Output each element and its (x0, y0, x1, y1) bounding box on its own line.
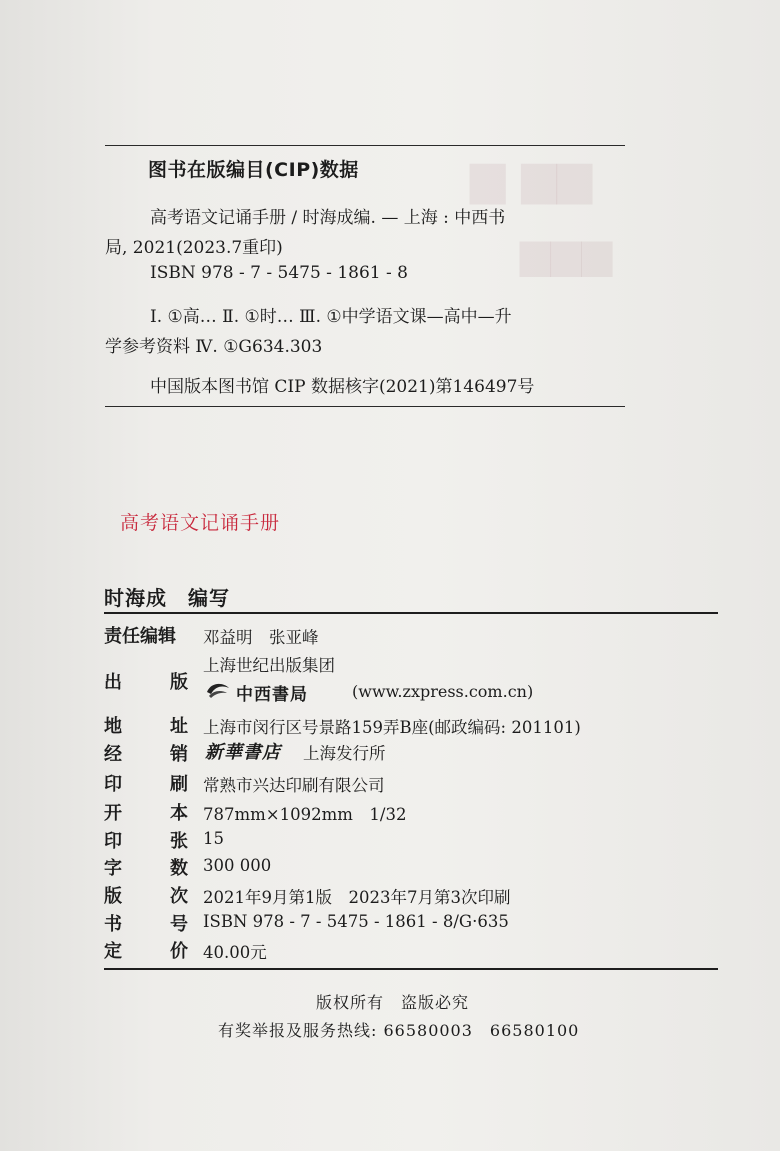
cip-title: 图书在版编目(CIP)数据 (148, 159, 359, 181)
cip-classification-1: Ⅰ. ①高… Ⅱ. ①时… Ⅲ. ①中学语文课—高中—升 (150, 307, 512, 327)
bleed-through-decoration: ▆ ▆▆ (470, 150, 593, 204)
detail-value-editor: 邓益明 张亚峰 (203, 628, 319, 647)
detail-label-edition: 版 次 (104, 886, 188, 907)
detail-label-editor: 责任编辑 (104, 626, 176, 647)
detail-value-printer: 常熟市兴达印刷有限公司 (203, 776, 385, 795)
detail-value-format: 787mm×1092mm 1/32 (203, 805, 407, 824)
copyright-notice: 版权所有 盗版必究 (316, 993, 470, 1012)
bleed-through-decoration: ▆▆▆ (520, 230, 613, 277)
zhongxi-logo-icon (205, 680, 231, 700)
author-line: 时海成 编写 (104, 586, 230, 610)
zhongxi-publisher-logo: 中西書局 (236, 685, 308, 705)
detail-label-format: 开 本 (104, 803, 188, 824)
cip-line-2: 局, 2021(2023.7重印) (105, 238, 283, 258)
cip-isbn: ISBN 978 - 7 - 5475 - 1861 - 8 (150, 263, 408, 283)
detail-value-sheets: 15 (203, 829, 224, 848)
detail-label-address: 地 址 (104, 716, 188, 737)
xinhua-bookstore-logo: 新華書店 (205, 742, 281, 763)
author-rule (104, 612, 718, 614)
detail-value-book-number: ISBN 978 - 7 - 5475 - 1861 - 8/G·635 (203, 912, 509, 931)
cip-line-1: 高考语文记诵手册 / 时海成编. — 上海 : 中西书 (150, 208, 506, 228)
detail-label-price: 定 价 (104, 941, 188, 962)
cip-library-number: 中国版本图书馆 CIP 数据核字(2021)第146497号 (150, 377, 535, 397)
detail-label-book-number: 书 号 (104, 914, 188, 935)
report-hotline: 有奖举报及服务热线: 66580003 66580100 (218, 1021, 580, 1040)
publisher-url: (www.zxpress.com.cn) (352, 682, 534, 701)
detail-value-distributor: 上海发行所 (303, 744, 386, 763)
book-title: 高考语文记诵手册 (120, 512, 281, 534)
detail-value-edition: 2021年9月第1版 2023年7月第3次印刷 (203, 888, 511, 907)
cip-classification-2: 学参考资料 Ⅳ. ①G634.303 (105, 337, 323, 357)
detail-label-printer: 印 刷 (104, 774, 188, 795)
detail-value-word-count: 300 000 (203, 856, 272, 875)
detail-value-price: 40.00元 (203, 943, 267, 962)
detail-label-word-count: 字 数 (104, 858, 188, 879)
detail-value-address: 上海市闵行区号景路159弄B座(邮政编码: 201101) (203, 718, 581, 737)
detail-value-publisher-group: 上海世纪出版集团 (203, 656, 335, 675)
detail-label-distributor: 经 销 (104, 744, 188, 765)
detail-label-publisher: 出 版 (104, 672, 188, 693)
detail-label-sheets: 印 张 (104, 831, 188, 852)
details-bottom-rule (104, 968, 718, 970)
cip-top-rule (105, 145, 625, 146)
cip-bottom-rule (105, 406, 625, 407)
